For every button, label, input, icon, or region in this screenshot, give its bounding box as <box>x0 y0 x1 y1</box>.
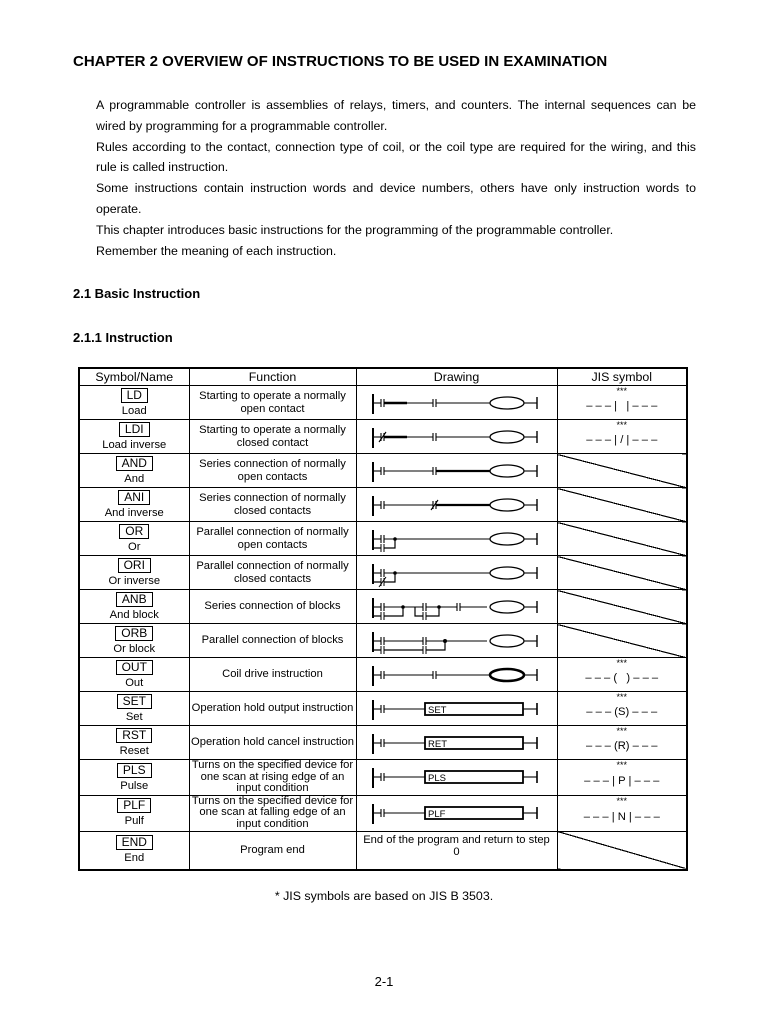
table-row <box>79 488 687 522</box>
instruction-name: And <box>124 472 145 485</box>
function-cell: Turns on the specified device for one scan at rising edge of an input condition <box>189 760 356 796</box>
stars-marker: *** <box>616 692 627 702</box>
table-row <box>79 420 687 454</box>
jis-symbol: – – – | / | – – – <box>586 434 658 447</box>
header-symbol-name: Symbol/Name <box>79 368 189 386</box>
header-function: Function <box>189 368 356 386</box>
instruction-name: Pulse <box>120 779 149 792</box>
ladder-diagram <box>367 592 547 622</box>
table-row <box>79 454 687 488</box>
stars-marker: *** <box>616 795 627 806</box>
intro-text <box>96 95 696 261</box>
function-cell: Starting to operate a normally open contact <box>189 386 356 420</box>
table-row <box>79 556 687 590</box>
symbol-cell <box>79 624 189 658</box>
table-row <box>79 795 687 831</box>
instruction-symbol: PLS <box>117 763 152 778</box>
section-heading: 2.1 Basic Instruction <box>73 286 201 301</box>
jis-symbol-cell <box>557 658 687 692</box>
page-number: 2-1 <box>374 974 394 989</box>
instruction-name: Load inverse <box>102 438 167 451</box>
symbol-cell <box>79 692 189 726</box>
intro-paragraph: This chapter introduces basic instructions for the programming of the programmable controller. <box>96 222 614 237</box>
not-applicable-cell <box>557 556 687 590</box>
instruction-box-label: SET <box>427 704 446 716</box>
not-applicable-cell <box>557 624 687 658</box>
ladder-diagram-cell <box>356 522 557 556</box>
stars-marker: *** <box>616 760 627 770</box>
ladder-diagram-cell <box>356 590 557 624</box>
instruction-symbol: AND <box>116 456 153 471</box>
jis-symbol-cell <box>557 726 687 760</box>
symbol-cell <box>79 488 189 522</box>
ladder-diagram-cell <box>356 454 557 488</box>
instruction-symbol: ORB <box>115 626 153 641</box>
ladder-diagram-cell <box>356 658 557 692</box>
ladder-diagram <box>367 798 547 828</box>
ladder-diagram <box>367 762 547 792</box>
symbol-cell <box>79 420 189 454</box>
function-cell: Series connection of normally open contacts <box>189 454 356 488</box>
instruction-box-label: PLF <box>427 809 445 821</box>
instruction-symbol: ORI <box>118 558 151 573</box>
instruction-symbol: END <box>116 835 153 850</box>
table-row <box>79 831 687 870</box>
jis-symbol: – – – | P | – – – <box>584 775 660 788</box>
ladder-diagram <box>367 626 547 656</box>
function-cell: Coil drive instruction <box>189 658 356 692</box>
symbol-cell <box>79 522 189 556</box>
instruction-symbol: RST <box>116 728 152 743</box>
function-cell: Operation hold cancel instruction <box>189 726 356 760</box>
jis-symbol-cell <box>557 760 687 796</box>
ladder-diagram <box>367 422 547 452</box>
ladder-diagram-cell <box>356 488 557 522</box>
ladder-diagram <box>367 694 547 724</box>
instruction-box-label: RET <box>427 738 447 750</box>
ladder-diagram <box>367 558 547 588</box>
table-header-row <box>79 368 687 386</box>
table-row <box>79 726 687 760</box>
symbol-cell <box>79 658 189 692</box>
instruction-name: And inverse <box>104 506 164 519</box>
table-row <box>79 590 687 624</box>
ladder-diagram <box>367 456 547 486</box>
not-applicable-cell <box>557 590 687 624</box>
chapter-title: CHAPTER 2 OVERVIEW OF INSTRUCTIONS TO BE USED IN EXAMINATION <box>73 53 608 70</box>
stars-marker: *** <box>616 726 627 736</box>
function-cell: Program end <box>189 831 356 870</box>
symbol-cell <box>79 386 189 420</box>
symbol-cell <box>79 590 189 624</box>
instruction-box-label: PLS <box>427 773 446 785</box>
subsection-heading: 2.1.1 Instruction <box>73 330 173 345</box>
function-cell: Parallel connection of blocks <box>189 624 356 658</box>
instruction-symbol: OUT <box>116 660 153 675</box>
instruction-name: Load <box>121 404 147 417</box>
function-cell: Series connection of blocks <box>189 590 356 624</box>
symbol-cell <box>79 831 189 870</box>
ladder-diagram <box>367 660 547 690</box>
ladder-diagram-cell <box>356 420 557 454</box>
function-cell: Series connection of normally closed contacts <box>189 488 356 522</box>
jis-symbol: – – – | | – – – <box>586 400 658 413</box>
function-cell: Parallel connection of normally closed contacts <box>189 556 356 590</box>
instruction-name: Set <box>125 710 143 723</box>
symbol-cell <box>79 760 189 796</box>
table-row <box>79 692 687 726</box>
ladder-diagram-cell <box>356 795 557 831</box>
not-applicable-cell <box>557 522 687 556</box>
ladder-diagram <box>367 728 547 758</box>
not-applicable-cell <box>557 454 687 488</box>
table-row <box>79 522 687 556</box>
function-cell: Operation hold output instruction <box>189 692 356 726</box>
instruction-symbol: LDI <box>119 422 150 437</box>
header-jis-symbol: JIS symbol <box>557 368 687 386</box>
ladder-diagram-cell <box>356 726 557 760</box>
table-row <box>79 658 687 692</box>
not-applicable-cell <box>557 488 687 522</box>
instruction-name: And block <box>109 608 159 621</box>
instruction-symbol: OR <box>119 524 149 539</box>
ladder-diagram-cell <box>356 692 557 726</box>
ladder-diagram-cell <box>356 624 557 658</box>
table-row <box>79 624 687 658</box>
ladder-diagram-cell <box>356 760 557 796</box>
footnote: * JIS symbols are based on JIS B 3503. <box>274 889 494 903</box>
intro-paragraph: Some instructions contain instruction words and device numbers, others have only instruction words to operate. <box>96 181 696 216</box>
ladder-diagram <box>367 524 547 554</box>
jis-symbol-cell <box>557 692 687 726</box>
instruction-name: Pulf <box>124 815 144 828</box>
drawing-text-cell: End of the program and return to step 0 <box>356 831 557 870</box>
instruction-symbol: PLF <box>117 798 151 813</box>
jis-symbol-cell <box>557 420 687 454</box>
symbol-cell <box>79 726 189 760</box>
instruction-name: Or <box>128 540 141 553</box>
function-cell: Starting to operate a normally closed contact <box>189 420 356 454</box>
ladder-diagram <box>367 490 547 520</box>
instruction-name: Or inverse <box>108 574 161 587</box>
symbol-cell <box>79 454 189 488</box>
instruction-name: Reset <box>119 744 149 757</box>
symbol-cell <box>79 556 189 590</box>
instruction-symbol: LD <box>121 388 148 403</box>
jis-symbol-cell <box>557 386 687 420</box>
symbol-cell <box>79 795 189 831</box>
jis-symbol-cell <box>557 795 687 831</box>
not-applicable-cell <box>557 831 687 870</box>
header-drawing: Drawing <box>356 368 557 386</box>
instruction-name: Out <box>125 676 144 689</box>
intro-paragraph: A programmable controller is assemblies of relays, timers, and counters. The internal sequences can be wired by programming for a programmable controller. <box>96 98 696 133</box>
jis-symbol: – – – ( ) – – – <box>585 672 659 685</box>
stars-marker: *** <box>616 420 627 430</box>
function-cell: Turns on the specified device for one scan at falling edge of an input condition <box>189 795 356 831</box>
intro-paragraph: Rules according to the contact, connection type of coil, or the coil type are required for the wiring, and this rule is called instruction. <box>96 139 696 175</box>
instruction-symbol: ANB <box>116 592 153 607</box>
ladder-diagram-cell <box>356 556 557 590</box>
stars-marker: *** <box>616 386 627 396</box>
table-row <box>79 386 687 420</box>
instruction-symbol: ANI <box>118 490 150 505</box>
ladder-diagram <box>367 388 547 418</box>
instruction-name: End <box>124 852 145 865</box>
jis-symbol: – – – (S) – – – <box>586 706 658 719</box>
table-row <box>79 760 687 796</box>
ladder-diagram-cell <box>356 386 557 420</box>
instruction-symbol: SET <box>117 694 152 709</box>
function-cell: Parallel connection of normally open contacts <box>189 522 356 556</box>
jis-symbol: – – – (R) – – – <box>585 740 658 753</box>
intro-paragraph: Remember the meaning of each instruction. <box>96 243 337 258</box>
jis-symbol: – – – | N | – – – <box>583 810 660 823</box>
instruction-name: Or block <box>113 642 156 655</box>
stars-marker: *** <box>616 658 627 668</box>
instruction-table <box>78 367 688 871</box>
